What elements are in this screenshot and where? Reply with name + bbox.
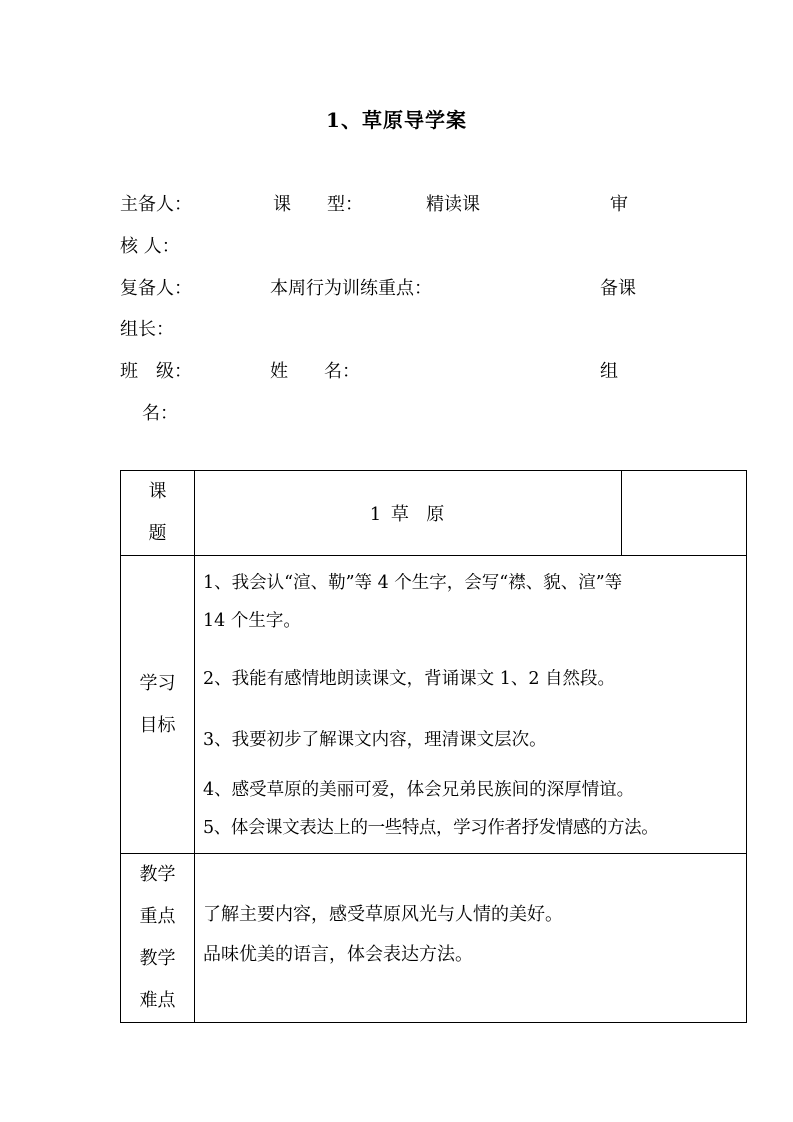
class-label: 班 级：: [120, 361, 192, 382]
topic-empty-cell: [622, 471, 747, 556]
lesson-plan-table: [120, 470, 747, 1023]
topic-label-line2: 题: [148, 523, 167, 544]
goal-item: 3、我要初步了解课文内容，理清课文层次。: [203, 730, 547, 750]
focus-value: 了解主要内容，感受草原风光与人情的美好。: [203, 904, 563, 925]
topic-value-cell: [195, 471, 622, 556]
focus-label-line4: 难点: [139, 990, 176, 1011]
goal-item: 1、我会认“渲、勒”等 4 个生字，会写“襟、貌、渲”等: [203, 573, 623, 593]
lesson-type-label: 课 型：: [273, 194, 363, 215]
focus-row: [121, 854, 747, 1023]
goals-label-cell: [121, 556, 195, 854]
group-name-label-part2: 名：: [142, 403, 178, 424]
difficulty-value: 品味优美的语言，体会表达方法。: [203, 944, 473, 965]
goals-cell: [195, 556, 747, 854]
topic-label-cell: [121, 471, 195, 556]
chief-preparer-label: 主备人：: [120, 194, 192, 215]
focus-cell: [195, 854, 747, 1023]
name-label: 姓 名：: [270, 361, 360, 382]
weekly-focus-label: 本周行为训练重点：: [270, 278, 432, 299]
goal-item: 14 个生字。: [203, 611, 301, 631]
topic-row: [121, 471, 747, 556]
group-name-label-part1: 组: [600, 361, 618, 382]
reviewer-label-part2: 核 人：: [120, 236, 180, 257]
topic-label-line1: 课: [148, 481, 167, 502]
goals-row: [121, 556, 747, 854]
focus-label-cell: [121, 854, 195, 1023]
group-leader-label-part2: 组长：: [120, 319, 174, 340]
group-leader-label-part1: 备课: [600, 278, 636, 299]
co-preparer-label: 复备人：: [120, 278, 192, 299]
goal-item: 2、我能有感情地朗读课文，背诵课文 1、2 自然段。: [203, 669, 616, 689]
focus-label-line1: 教学: [139, 864, 176, 885]
goals-label-line1: 学习: [139, 672, 176, 694]
lesson-type-value: 精读课: [426, 194, 480, 215]
focus-label-line2: 重点: [139, 906, 176, 927]
reviewer-label-part1: 审: [610, 194, 628, 215]
goal-item: 5、体会课文表达上的一些特点，学习作者抒发情感的方法。: [203, 818, 659, 838]
goals-label-line2: 目标: [139, 714, 176, 736]
goal-item: 4、感受草原的美丽可爱，体会兄弟民族间的深厚情谊。: [203, 780, 635, 800]
page-title: 1、草原导学案: [326, 108, 467, 132]
topic-value: 1 草 原: [369, 504, 447, 525]
focus-label-line3: 教学: [139, 948, 176, 969]
